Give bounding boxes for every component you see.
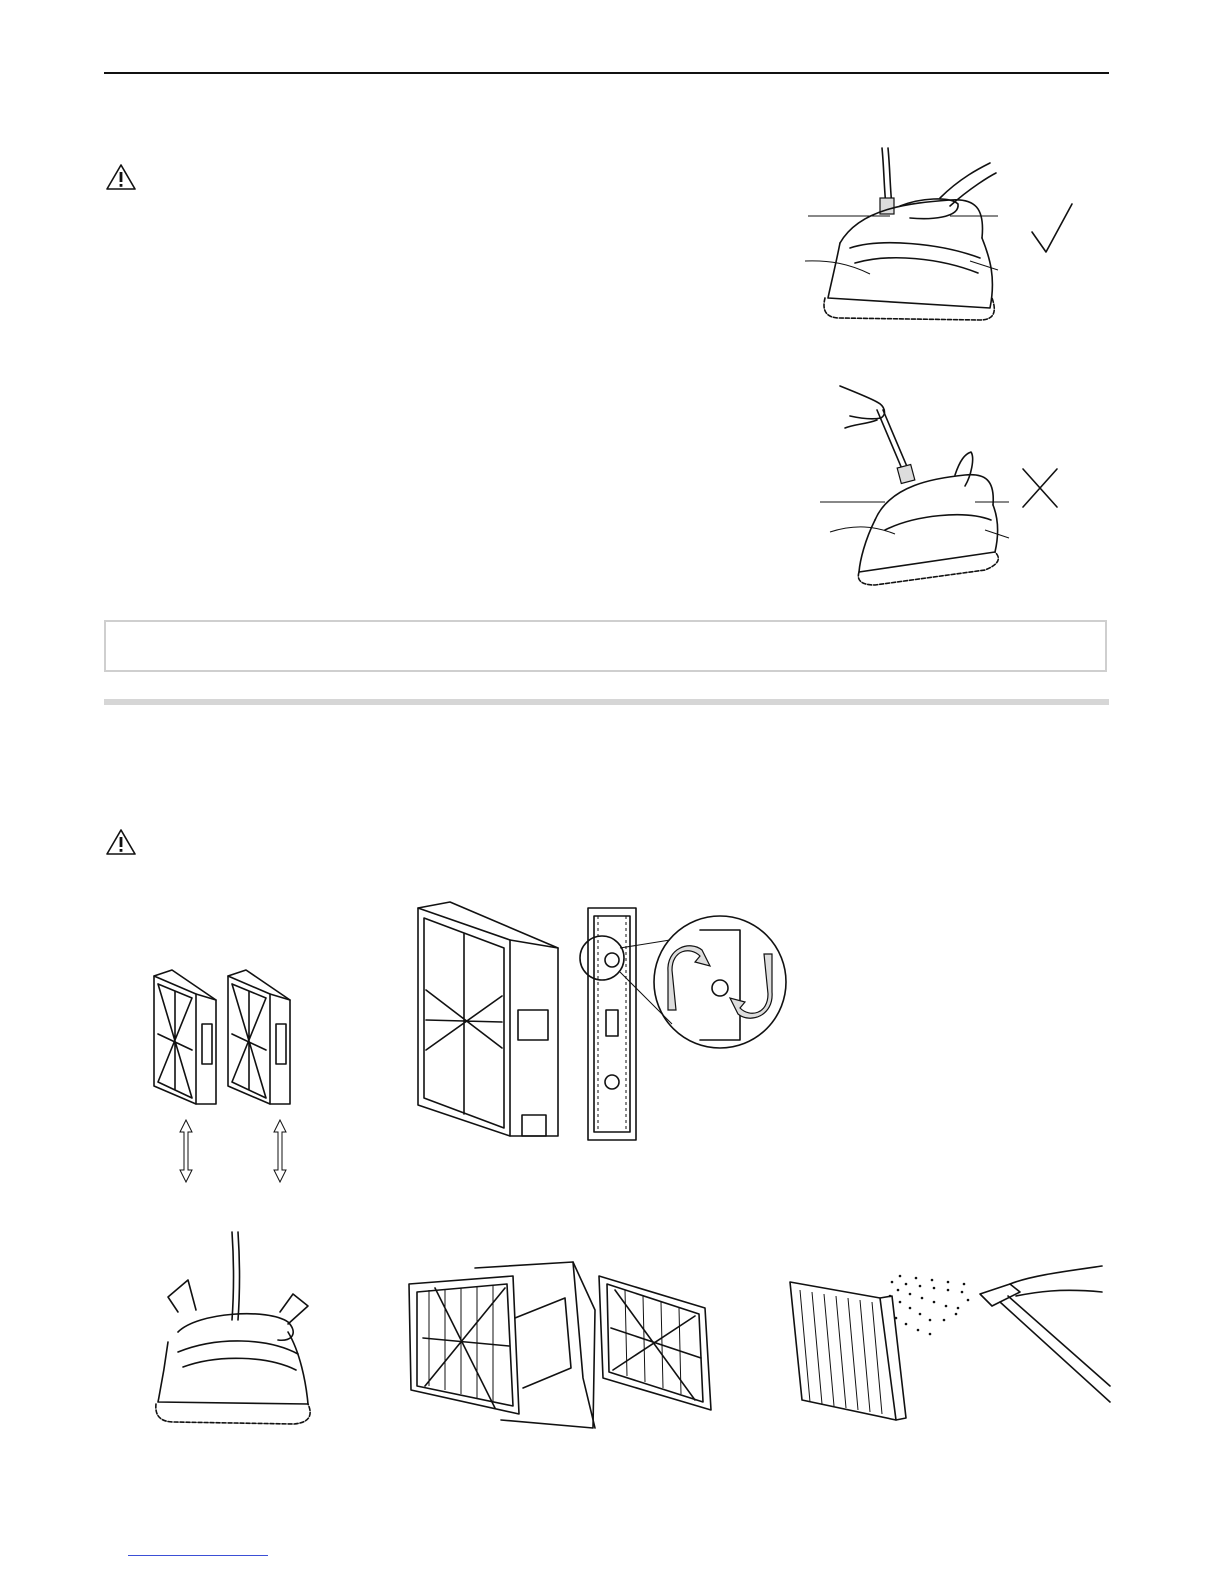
check-mark-icon xyxy=(1030,202,1076,256)
filter-cartridges-removal-illustration xyxy=(150,964,310,1186)
header-rule xyxy=(104,72,1109,74)
robot-lift-by-handle-illustration xyxy=(800,148,1010,328)
section-divider xyxy=(104,699,1109,705)
cross-mark-icon xyxy=(1020,466,1060,510)
filter-panels-disassembly-illustration xyxy=(405,1258,715,1430)
robot-open-lid-illustration xyxy=(148,1232,318,1432)
note-box xyxy=(104,620,1107,672)
warning-icon xyxy=(105,163,137,191)
robot-lift-by-cable-illustration xyxy=(815,380,1015,590)
warning-icon xyxy=(105,828,137,856)
filter-rinse-hose-illustration xyxy=(780,1262,1110,1422)
footer-link-underline[interactable] xyxy=(128,1555,268,1556)
filter-latch-detail-illustration xyxy=(410,900,790,1145)
